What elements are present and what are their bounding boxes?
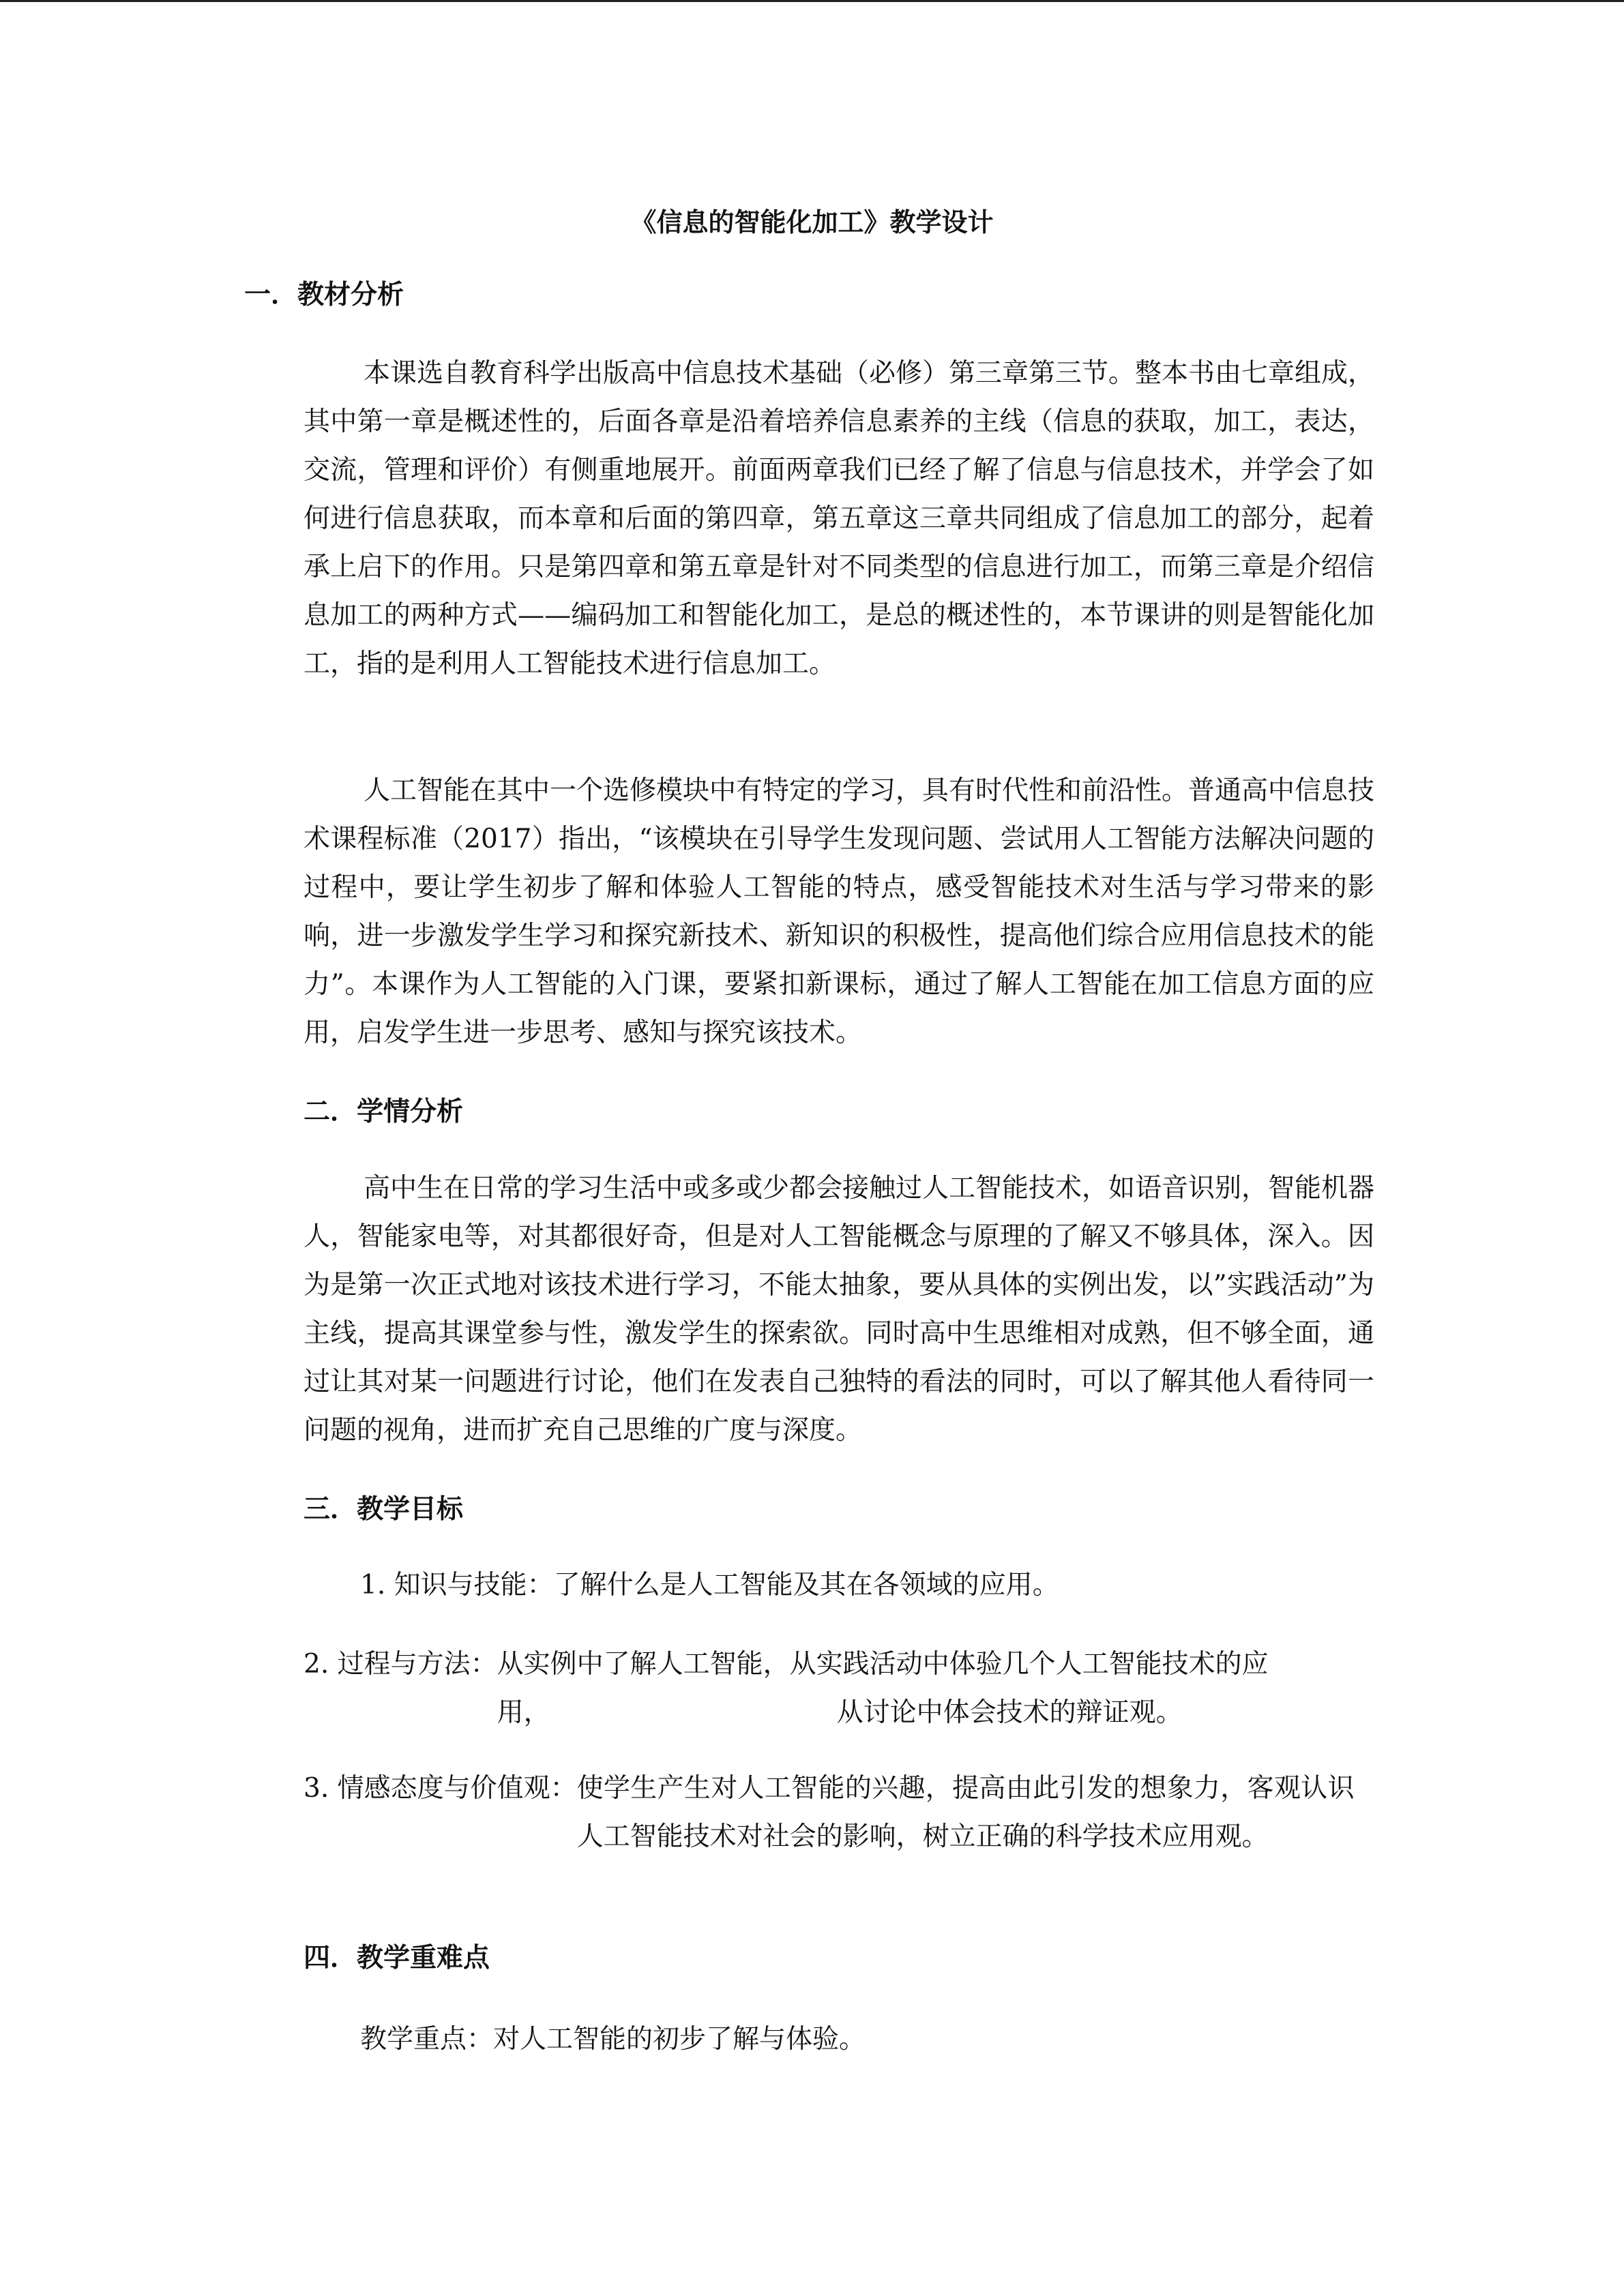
goal-attitudes-values — [304, 1764, 1355, 1861]
key-point-text: 教学重点：对人工智能的初步了解与体验。 — [360, 2024, 866, 2055]
paragraph-textbook-analysis-1: 本课选自教育科学出版高中信息技术基础（必修）第三章第三节。整本书由七章组成，其中第一章是概述性的，后面各章是沿着培养信息素养的主线（信息的获取，加工，表达，交流，管理和评价）有侧重地展开。前面两章我们已经了解了信息与信息技术，并学会了如何进行信息获取，而本章和后面的第四章，第五章这三章共同组成了信息加工的部分，起着承上启下的作用。只是第四章和第五章是针对不同类型的信息进行加工，而第三章是介绍信息加工的两种方式——编码加工和智能化加工，是总的概述性的，本节课讲的则是智能化加工，指的是利用人工智能技术进行信息加工。 — [304, 358, 1375, 679]
goal-process-methods-label: 2. 过程与方法： — [304, 1649, 497, 1680]
goal-knowledge-skills: 1. 知识与技能：了解什么是人工智能及其在各领域的应用。 — [360, 1570, 1059, 1600]
paragraph-student-analysis: 高中生在日常的学习生活中或多或少都会接触过人工智能技术，如语音识别，智能机器人，智能家电等，对其都很好奇，但是对人工智能概念与原理的了解又不够具体，深入。因为是第一次正式地对该技术进行学习，不能太抽象，要从具体的实例出发，以”实践活动”为主线，提高其课堂参与性，激发学生的探索欲。同时高中生思维相对成熟，但不够全面，通过让其对某一问题进行讨论，他们在发表自己独特的看法的同时，可以了解其他人看待同一问题的视角，进而扩充自己思维的广度与深度。 — [304, 1173, 1375, 1446]
section-heading-textbook-analysis: 一．教材分析 — [244, 280, 404, 310]
section-heading-teaching-goals: 三．教学目标 — [304, 1494, 464, 1525]
goal-process-methods-line2a: 用， — [497, 1697, 550, 1728]
paragraph-textbook-analysis-2: 人工智能在其中一个选修模块中有特定的学习，具有时代性和前沿性。普通高中信息技术课程标准（2017）指出，“该模块在引导学生发现问题、尝试用人工智能方法解决问题的过程中，要让学生初步了解和体验人工智能的特点，感受智能技术对生活与学习带来的影响，进一步激发学生学习和探究新技术、新知识的积极性，提高他们综合应用信息技术的能力”。本课作为人工智能的入门课，要紧扣新课标，通过了解人工智能在加工信息方面的应用，启发学生进一步思考、感知与探究该技术。 — [304, 775, 1375, 1048]
goal-attitudes-values-label: 3. 情感态度与价值观： — [304, 1773, 577, 1804]
section-heading-student-analysis: 二．学情分析 — [304, 1097, 464, 1127]
goal-process-methods-line1: 从实例中了解人工智能，从实践活动中体验几个人工智能技术的应 — [497, 1649, 1269, 1680]
goal-process-methods — [304, 1640, 1377, 1737]
goal-process-methods-line2b: 从讨论中体会技术的辩证观。 — [836, 1697, 1183, 1728]
goal-attitudes-values-text: 使学生产生对人工智能的兴趣，提高由此引发的想象力，客观认识人工智能技术对社会的影响，树立正确的科学技术应用观。 — [576, 1773, 1355, 1852]
section-heading-key-difficult-points: 四．教学重难点 — [304, 1943, 490, 1973]
document-title: 《信息的智能化加工》教学设计 — [630, 207, 994, 237]
